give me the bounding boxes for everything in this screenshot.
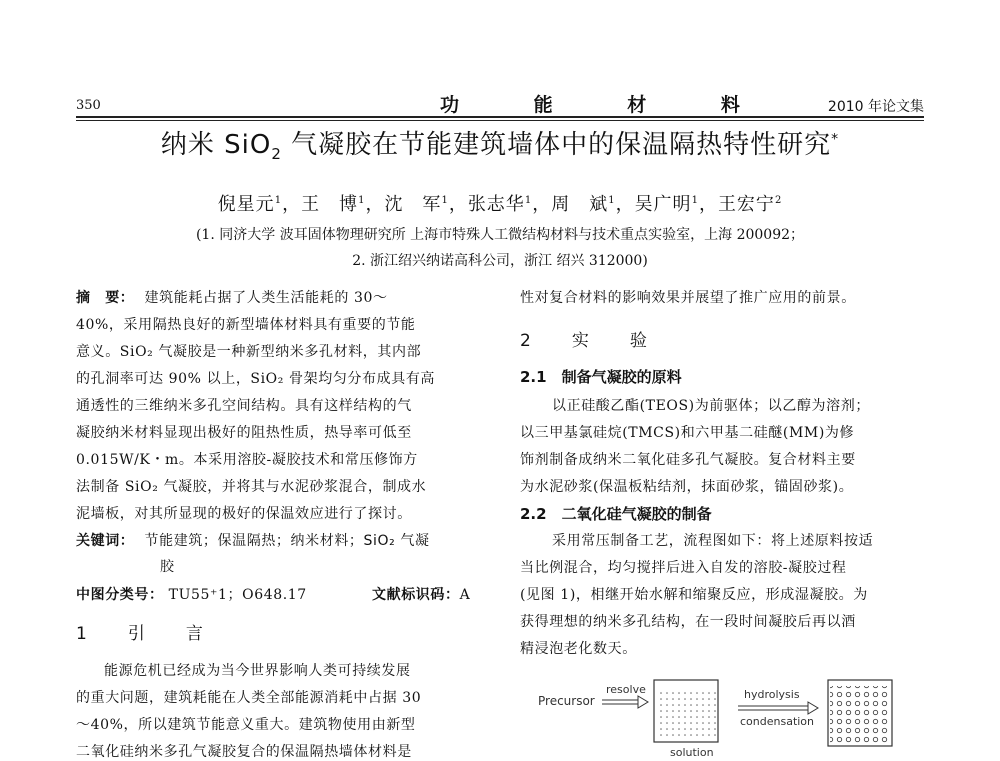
author: 张志华$^1$: [467, 194, 533, 215]
keywords: 关键词： 节能建筑；保温隔热；纳米材料；SiO₂ 气凝: [76, 533, 430, 549]
resolve-label: resolve: [606, 683, 646, 696]
section-2-2-line: 采用常压制备工艺，流程图如下：将上述原料按适: [552, 533, 874, 549]
keywords-continued: 胶: [160, 559, 175, 575]
paper-title: [76, 124, 924, 163]
title-pre: 纳米 SiO: [160, 130, 272, 160]
keywords-label: 关键词：: [76, 533, 135, 549]
section-1-heading: 1 引 言: [76, 624, 215, 644]
beaker-solution-icon: [654, 680, 718, 742]
page-number: 350: [76, 98, 101, 113]
section-2-2-heading: 2.2 二氧化硅气凝胶的制备: [520, 505, 712, 523]
precursor-label: Precursor: [538, 694, 595, 708]
abstract-line: 的孔洞率可达 90% 以上，SiO₂ 骨架均匀分布成具有高: [76, 371, 436, 387]
abstract-line: 法制备 SiO₂ 气凝胶，并将其与水泥砂浆混合，制成水: [76, 479, 427, 495]
process-figure: [520, 672, 924, 759]
abstract-line: 意义。SiO₂ 气凝胶是一种新型纳米多孔材料，其内部: [76, 344, 422, 360]
classification: [76, 584, 307, 604]
abstract-line: 通透性的三维纳米多孔空间结构。具有这样结构的气: [76, 398, 412, 414]
abstract-line: 40%，采用隔热良好的新型墙体材料具有重要的节能: [76, 317, 416, 333]
section-2-1-line: 以三甲基氯硅烷(TMCS)和六甲基二硅醚(MM)为修: [520, 425, 855, 441]
abstract-line: 凝胶纳米材料显现出极好的阻热性质，热导率可低至: [76, 425, 412, 441]
author: 周 斌$^1$: [551, 194, 616, 215]
abstract-label: 摘 要：: [76, 290, 135, 306]
journal-name: 功 能 材 料: [440, 94, 774, 116]
title-subscript: 2: [271, 145, 282, 164]
author: 王 博$^1$: [301, 194, 366, 215]
document-code-label: 文献标识码：: [372, 587, 460, 603]
intro-continued-line: 性对复合材料的影响效果并展望了推广应用的前景。: [520, 290, 856, 306]
document-code-value: A: [459, 587, 471, 603]
header-rule-thin: [76, 120, 924, 121]
abstract-line: 泥墙板，对其所显现的极好的保温效应进行了探讨。: [76, 506, 412, 522]
author: 吴广明$^1$: [634, 194, 699, 215]
section-2-1-line: 以正硅酸乙酯(TEOS)为前驱体；以乙醇为溶剂；: [552, 398, 870, 414]
section-2-1-line: 为水泥砂浆(保温板粘结剂，抹面砂浆，锚固砂浆)。: [520, 479, 854, 495]
title-post: 气凝胶在节能建筑墙体中的保温隔热特性研究: [281, 130, 832, 160]
section-2-2-line: (见图 1)，相继开始水解和缩聚反应，形成湿凝胶。为: [520, 587, 868, 603]
section-2-1-line: 饰剂制备成纳米二氧化硅多孔气凝胶。复合材料主要: [520, 452, 856, 468]
title-footnote-mark: *: [831, 131, 840, 148]
condensation-label: condensation: [740, 715, 815, 728]
section-2-2-line: 获得理想的纳米多孔结构，在一段时间凝胶后再以酒: [520, 614, 856, 630]
author: 倪星元$^1$: [217, 194, 283, 215]
document-code: [372, 584, 470, 604]
section-1-line: 二氧化硅纳米多孔气凝胶复合的保温隔热墙体材料是: [76, 744, 412, 760]
section-1-line: ～40%，所以建筑节能意义重大。建筑物使用由新型: [76, 717, 416, 733]
abstract-line: 0.015W/K・m。本采用溶胶-凝胶技术和常压修饰方: [76, 452, 418, 468]
proceedings-label: 2010 年论文集: [827, 99, 924, 115]
solution-label: solution: [670, 746, 714, 759]
affiliation-2: 2. 浙江绍兴纳诺高科公司，浙江 绍兴 312000): [352, 253, 648, 269]
hydrolysis-label: hydrolysis: [744, 688, 800, 701]
author: 沈 军$^1$: [384, 194, 449, 215]
author-list: 倪星元$^1$，王 博$^1$，沈 军$^1$，张志华$^1$，周 斌$^1$，吴广明$^1$，王宏宁$^2$: [217, 194, 783, 215]
author: 王宏宁$^2$: [717, 194, 783, 215]
section-2-1-heading: 2.1 制备气凝胶的原料: [520, 368, 682, 386]
classification-label: 中图分类号：: [76, 587, 164, 603]
section-2-heading: 2 实 验: [520, 331, 659, 351]
section-2-2-line: 当比例混合，均匀搅拌后进入自发的溶胶-凝胶过程: [520, 560, 847, 576]
affiliation-1: (1. 同济大学 波耳固体物理研究所 上海市特殊人工微结构材料与技术重点实验室，上海 200092；: [195, 227, 805, 243]
header-rule-thick: [76, 116, 924, 118]
section-1-line: 的重大问题，建筑耗能在人类全部能源消耗中占据 30: [76, 690, 422, 706]
arrow-right-icon: [602, 696, 648, 708]
arrow-right-icon: [738, 702, 818, 714]
section-2-2-line: 精浸泡老化数天。: [520, 641, 637, 657]
classification-value: TU55⁺1；O648.17: [168, 587, 307, 603]
beaker-gel-icon: [828, 680, 892, 746]
section-1-line: 能源危机已经成为当今世界影响人类可持续发展: [104, 663, 411, 679]
abstract-line: 摘 要： 建筑能耗占据了人类生活能耗的 30～: [76, 290, 388, 306]
